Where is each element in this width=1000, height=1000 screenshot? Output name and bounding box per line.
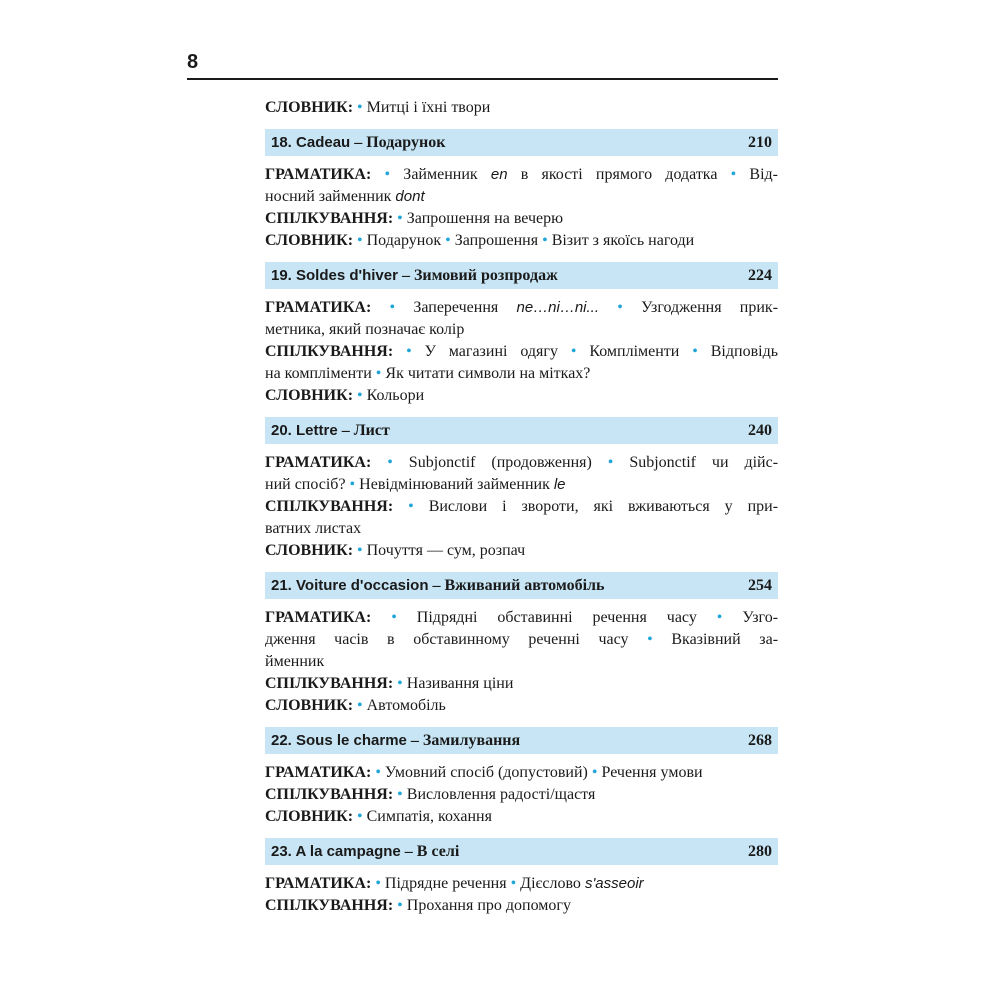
grammar-term: en: [490, 166, 508, 183]
chapter-title-fr: 21. Voiture d'occasion: [271, 576, 429, 594]
grammar-line: [265, 164, 778, 186]
chapter-title-fr: 23. A la campagne: [271, 842, 401, 860]
communication-text: Як читати символи на мітках?: [385, 365, 591, 382]
bullet: •: [510, 875, 517, 892]
vocabulary-text: Подарунок: [366, 232, 442, 249]
chapter-title-sep: –: [428, 576, 445, 594]
chapter-18-header[interactable]: [265, 129, 778, 156]
grammar-line-cont: [265, 186, 778, 208]
vocabulary-label: СЛОВНИК:: [265, 542, 354, 559]
chapter-title-ua: Лист: [353, 421, 390, 439]
bullet: •: [357, 232, 363, 249]
chapter-page-number: 280: [748, 842, 772, 860]
bullet: •: [349, 476, 356, 493]
chapter-page-number: 268: [748, 731, 772, 749]
bullet: •: [391, 609, 397, 626]
communication-text: Компліменти: [589, 343, 680, 360]
grammar-text: Підрядне речення: [384, 875, 507, 892]
vocabulary-text: Запрошення: [454, 232, 539, 249]
bullet: •: [384, 166, 391, 183]
grammar-line: [265, 607, 778, 629]
grammar-text: Subjonctif чи дійс-: [629, 454, 779, 471]
bullet: •: [357, 99, 363, 116]
bullet: •: [730, 166, 737, 183]
bullet: •: [617, 299, 623, 316]
communication-label: СПІЛКУВАННЯ:: [265, 210, 394, 227]
vocabulary-text: Митці і їхні твори: [366, 99, 491, 116]
grammar-line: [265, 297, 778, 319]
grammar-text: Підрядні обставинні речення часу: [416, 609, 697, 626]
communication-text: Запрошення на вечерю: [406, 210, 564, 227]
communication-line: [265, 341, 778, 363]
bullet: •: [570, 343, 577, 360]
vocabulary-line: [265, 230, 778, 252]
chapter-21-header[interactable]: [265, 572, 778, 599]
vocabulary-label: СЛОВНИК:: [265, 387, 354, 404]
chapter-page-number: 240: [748, 421, 772, 439]
grammar-line: [265, 762, 778, 784]
grammar-text: Умовний спосіб (допустовий): [384, 764, 588, 781]
chapter-title-sep: –: [400, 842, 417, 860]
communication-text: Вислови і звороти, які вживаються у при-: [428, 498, 779, 515]
bullet: •: [375, 365, 382, 382]
vocabulary-line: [265, 806, 778, 828]
chapter-title-sep: –: [337, 421, 354, 439]
bullet: •: [591, 764, 598, 781]
communication-text: Називання ціни: [406, 675, 514, 692]
grammar-text: Узгодження прик-: [641, 299, 779, 316]
chapter-title: [271, 267, 558, 285]
chapter-22-header[interactable]: [265, 727, 778, 754]
vocabulary-text: Почуття — сум, розпач: [366, 542, 526, 559]
grammar-term: le: [553, 476, 566, 493]
grammar-text: в якості прямого додатка: [507, 166, 731, 183]
communication-label: СПІЛКУВАННЯ:: [265, 343, 394, 360]
communication-label: СПІЛКУВАННЯ:: [265, 675, 394, 692]
chapter-title: [271, 843, 459, 861]
bullet: •: [397, 897, 403, 914]
grammar-text: дження часів в обставинному реченні часу: [265, 631, 629, 648]
grammar-label: ГРАМАТИКА:: [265, 875, 372, 892]
grammar-line-cont: [265, 319, 778, 341]
chapter-19-header[interactable]: [265, 262, 778, 289]
bullet: •: [692, 343, 698, 360]
bullet: •: [375, 764, 381, 781]
grammar-label: ГРАМАТИКА:: [265, 454, 372, 471]
communication-line: [265, 496, 778, 518]
grammar-text: Речення умови: [601, 764, 703, 781]
vocabulary-label: СЛОВНИК:: [265, 808, 354, 825]
vocabulary-label: СЛОВНИК:: [265, 232, 354, 249]
communication-line: [265, 784, 778, 806]
bullet: •: [408, 498, 414, 515]
bullet: •: [397, 786, 403, 803]
bullet: •: [375, 875, 381, 892]
chapter-title-fr: 19. Soldes d'hiver: [271, 266, 398, 284]
bullet: •: [397, 210, 403, 227]
communication-line: [265, 673, 778, 695]
bullet: •: [387, 454, 393, 471]
bullet: •: [542, 232, 548, 249]
communication-label: СПІЛКУВАННЯ:: [265, 498, 394, 515]
bullet: •: [716, 609, 723, 626]
vocabulary-text: Кольори: [366, 387, 425, 404]
grammar-text: Заперечення: [413, 299, 517, 316]
intro-vocabulary-line: [265, 97, 778, 119]
chapter-23-header[interactable]: [265, 838, 778, 865]
chapter-title-fr: 18. Cadeau: [271, 133, 351, 151]
chapter-title-fr: 22. Sous le charme: [271, 731, 407, 749]
chapter-title: [271, 422, 390, 440]
chapter-title: [271, 732, 520, 750]
communication-line-cont: [265, 363, 778, 385]
bullet: •: [357, 808, 363, 825]
grammar-text: ний спосіб?: [265, 476, 346, 493]
grammar-term: ne…ni…ni...: [516, 299, 600, 316]
grammar-text: Дієслово: [520, 875, 585, 892]
grammar-text: Вказівний за-: [671, 631, 779, 648]
communication-line: [265, 208, 778, 230]
vocabulary-text: Автомобіль: [366, 697, 446, 714]
grammar-term: dont: [395, 188, 425, 205]
vocabulary-line: [265, 540, 778, 562]
chapter-page-number: 254: [748, 576, 772, 594]
vocabulary-line: [265, 385, 778, 407]
grammar-text: Узго-: [742, 609, 779, 626]
communication-text: Відповідь: [710, 343, 779, 360]
grammar-line: [265, 452, 778, 474]
communication-text: ватних листах: [265, 520, 362, 537]
communication-text: на компліменти: [265, 365, 372, 382]
chapter-title-sep: –: [350, 133, 367, 151]
vocabulary-line: [265, 695, 778, 717]
chapter-title-ua: Подарунок: [366, 133, 446, 151]
bullet: •: [389, 299, 396, 316]
bullet: •: [357, 542, 363, 559]
grammar-text: Subjonctif (продовження): [408, 454, 592, 471]
grammar-line: [265, 873, 778, 895]
communication-line-cont: [265, 518, 778, 540]
chapter-title: [271, 134, 445, 152]
grammar-label: ГРАМАТИКА:: [265, 166, 372, 183]
chapter-20-header[interactable]: [265, 417, 778, 444]
grammar-text: йменник: [265, 653, 325, 670]
grammar-text: метника, який позначає колір: [265, 321, 465, 338]
bullet: •: [357, 387, 363, 404]
communication-line: [265, 895, 778, 917]
chapter-title-ua: Зимовий розпродаж: [413, 266, 558, 284]
vocabulary-text: Симпатія, кохання: [366, 808, 492, 825]
grammar-line-cont: [265, 474, 778, 496]
header-rule: [187, 78, 778, 80]
grammar-term: s'asseoir: [584, 875, 644, 892]
communication-text: Висловлення радості/щастя: [406, 786, 596, 803]
bullet: •: [406, 343, 412, 360]
bullet: •: [357, 697, 363, 714]
grammar-text: Займенник: [403, 166, 491, 183]
chapter-title: [271, 577, 604, 595]
grammar-text: Невідмінюваний займенник: [359, 476, 554, 493]
bullet: •: [445, 232, 451, 249]
grammar-line-cont: [265, 651, 778, 673]
table-of-contents: [265, 97, 778, 917]
chapter-page-number: 210: [748, 133, 772, 151]
vocabulary-label: СЛОВНИК:: [265, 697, 354, 714]
grammar-label: ГРАМАТИКА:: [265, 764, 372, 781]
chapter-title-sep: –: [406, 731, 423, 749]
chapter-page-number: 224: [748, 266, 772, 284]
chapter-title-ua: Вживаний автомобіль: [444, 576, 605, 594]
grammar-text: носний займенник: [265, 188, 396, 205]
vocabulary-text: Візит з якоїсь нагоди: [551, 232, 695, 249]
vocabulary-label: СЛОВНИК:: [265, 99, 354, 116]
grammar-label: ГРАМАТИКА:: [265, 609, 372, 626]
bullet: •: [647, 631, 653, 648]
page-number: 8: [187, 51, 199, 73]
chapter-title-ua: В селі: [416, 842, 460, 860]
chapter-title-ua: Замилування: [422, 731, 521, 749]
bullet: •: [397, 675, 403, 692]
bullet: •: [607, 454, 614, 471]
communication-text: У магазині одягу: [424, 343, 558, 360]
chapter-title-fr: 20. Lettre: [271, 421, 338, 439]
grammar-text: Від-: [749, 166, 779, 183]
communication-label: СПІЛКУВАННЯ:: [265, 786, 394, 803]
grammar-line-cont: [265, 629, 778, 651]
chapter-title-sep: –: [397, 266, 414, 284]
grammar-label: ГРАМАТИКА:: [265, 299, 372, 316]
communication-label: СПІЛКУВАННЯ:: [265, 897, 394, 914]
communication-text: Прохання про допомогу: [406, 897, 571, 914]
